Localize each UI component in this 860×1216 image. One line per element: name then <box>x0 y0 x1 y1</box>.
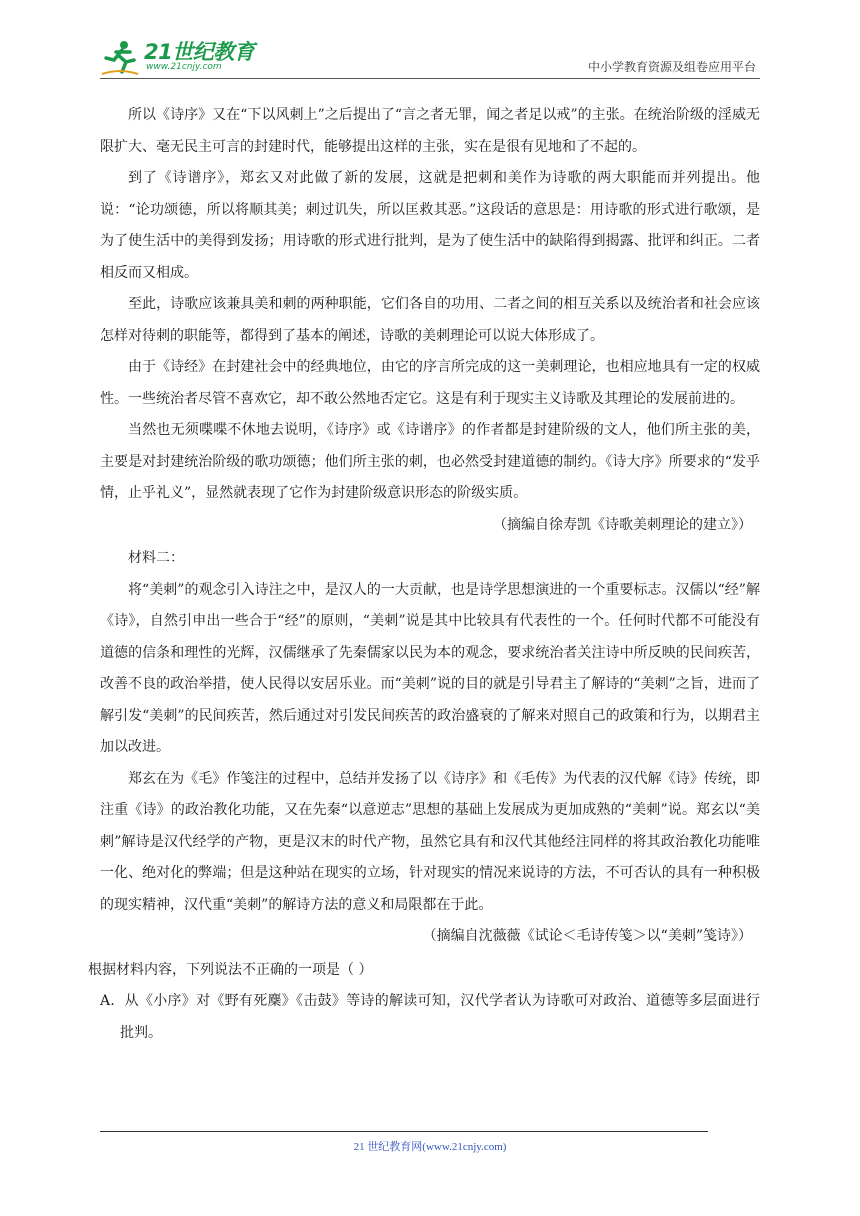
question-stem: 根据材料内容，下列说法不正确的一项是（ ） <box>88 961 373 978</box>
paragraph: 郑玄在为《毛》作笺注的过程中，总结并发扬了以《诗序》和《毛传》为代表的汉代解《诗》传统，即注重《诗》的政治教化功能，又在先秦“以意逆志”思想的基础上发展成为更加成熟的“美刺”说。郑玄以“美刺”解诗是汉代经学的产物，更是汉末的时代产物，虽然它具有和汉代其他经注同样的将其政治教化功能唯一化、绝对化的弊端；但是这种站在现实的立场，针对现实的情况来说诗的方法，不可否认的具有一种积极的现实精神，汉代重“美刺”的解诗方法的意义和局限都在于此。 <box>100 770 760 913</box>
logo-url: www.21cnjy.com <box>146 62 222 72</box>
source-citation: （摘编自徐寿凯《诗歌美刺理论的建立》） <box>493 516 752 533</box>
page-header <box>100 30 760 80</box>
document-body <box>88 100 760 1049</box>
paragraph: 所以《诗序》又在“下以风刺上”之后提出了“言之者无罪，闻之者足以戒”的主张。在统治阶级的淫威无限扩大、毫无民主可言的封建时代，能够提出这样的主张，实在是很有见地和了不起的。 <box>100 107 760 155</box>
header-divider <box>100 78 760 79</box>
paragraph: 到了《诗谱序》，郑玄又对此做了新的发展，这就是把刺和美作为诗歌的两大职能而并列提出。他说：“论功颂德，所以将顺其美；刺过讥失，所以匡救其恶。”这段话的意思是：用诗歌的形式进行歌颂，是为了使生活中的美得到发扬；用诗歌的形式进行批判，是为了使生活中的缺陷得到揭露、批评和纠正。二者相反而又相成。 <box>100 170 760 281</box>
logo-text: 21世纪教育 <box>144 40 255 64</box>
footer-divider <box>100 1131 708 1132</box>
material-label: 材料二： <box>128 550 184 566</box>
paragraph: 至此，诗歌应该兼具美和刺的两种职能，它们各自的功用、二者之间的相互关系以及统治者和社会应该怎样对待刺的职能等，都得到了基本的阐述，诗歌的美刺理论可以说大体形成了。 <box>100 296 760 344</box>
source-citation: （摘编自沈薇薇《试论＜毛诗传笺＞以“美刺”笺诗》） <box>422 928 752 944</box>
paragraph: 将“美刺”的观念引入诗注之中，是汉人的一大贡献，也是诗学思想演进的一个重要标志。汉儒以“经”解《诗》，自然引申出一些合于“经”的原则，“美刺”说是其中比较具有代表性的一个。任何时代都不可能没有道德的信条和理性的光辉，汉儒继承了先秦儒家以民为本的观念，要求统治者关注诗中所反映的民间疾苦，改善不良的政治举措，使人民得以安居乐业。而“美刺”说的目的就是引导君主了解诗的“美刺”之旨，进而了解引发“美刺”的民间疾苦，然后通过对引发民间疾苦的政治盛衰的了解来对照自己的政策和行为，以期君主加以改进。 <box>100 581 760 755</box>
platform-title: 中小学教育资源及组卷应用平台 <box>587 60 756 74</box>
site-logo[interactable] <box>100 32 300 78</box>
page-footer[interactable]: 21 世纪教育网(www.21cnjy.com) <box>353 1141 507 1153</box>
paragraph: 当然也无须喋喋不休地去说明，《诗序》或《诗谱序》的作者都是封建阶级的文人，他们所主张的美，主要是对封建统治阶级的歌功颂德；他们所主张的刺，也必然受封建道德的制约。《诗大序》所要求的“发乎情，止乎礼义”，显然就表现了它作为封建阶级意识形态的阶级实质。 <box>100 422 760 501</box>
paragraph: 由于《诗经》在封建社会中的经典地位，由它的序言所完成的这一美刺理论，也相应地具有一定的权威性。一些统治者尽管不喜欢它，却不敢公然地否定它。这是有利于现实主义诗歌及其理论的发展前进的。 <box>100 359 760 407</box>
option-a[interactable]: A．从《小序》对《野有死麇》《击鼓》等诗的解读可知，汉代学者认为诗歌可对政治、道德等多层面进行批判。 <box>100 993 760 1041</box>
runner-logo-icon <box>100 38 140 78</box>
